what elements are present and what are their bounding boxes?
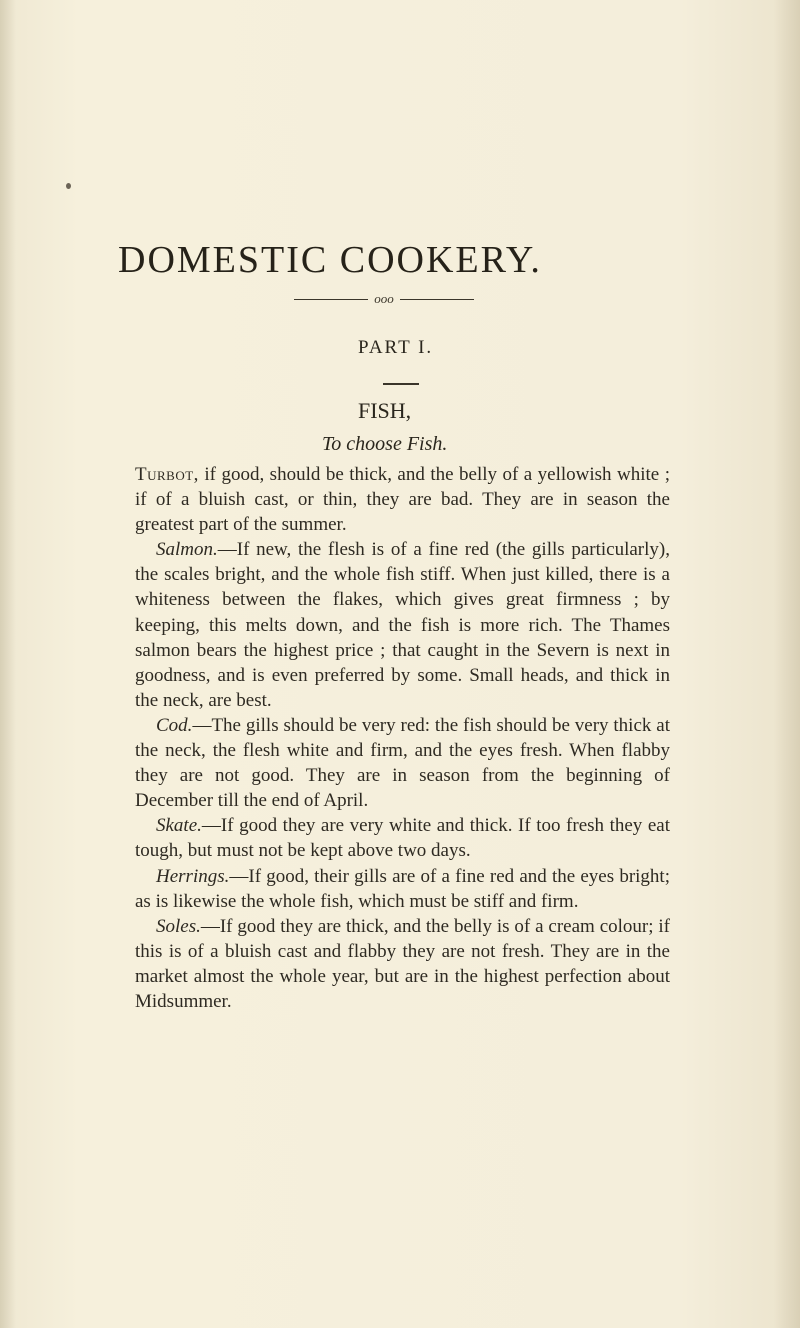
paragraph-text: —If good they are thick, and the belly is of a cream colour; if this is of a bluish cast and flabby they are not fresh. They are in the market almost the whole year, but are in the highest perfection about Midsummer. [135, 915, 670, 1012]
paragraph-lead: Soles. [156, 915, 201, 937]
part-heading: PART I. [358, 337, 434, 358]
paragraph-lead: Herrings. [156, 865, 230, 887]
subsection-heading: To choose Fish. [322, 433, 448, 455]
paragraph-lead: Cod. [156, 714, 193, 736]
book-title: DOMESTIC COOKERY. [118, 239, 542, 281]
paragraph-text: if good, should be thick, and the belly of a yellowish white ; if of a bluish cast, or thin, they are bad. They are in season the greatest part of the summer. [135, 464, 670, 536]
paragraph-text: —If good they are very white and thick. If too fresh they eat tough, but must not be kept above two days. [135, 815, 670, 862]
paragraph-text: —If new, the flesh is of a fine red (the gills particularly), the scales bright, and the whole fish stiff. When just killed, there is a whiteness between the flakes, which gives great firmness ; by keeping, this melts down, and the fish is more rich. The Thames salmon bears the highest price ; that caught in the Severn is next in goodness, and is even preferred by some. Small heads, and thick in the neck, are best. [135, 539, 670, 711]
paragraph-cod [135, 713, 670, 813]
paragraph-turbot [135, 462, 670, 537]
paragraph-soles [135, 914, 670, 1014]
page-gutter-right [774, 0, 800, 1328]
paragraph-lead: Skate. [156, 815, 202, 837]
paragraph-skate [135, 813, 670, 863]
section-rule [383, 383, 419, 385]
paragraph-salmon [135, 537, 670, 713]
body-text [135, 462, 670, 1014]
paragraph-text: —The gills should be very red: the fish should be very thick at the neck, the flesh white and firm, and the eyes fresh. When flabby they are not good. They are in season from the beginning of December till the end of April. [135, 714, 670, 812]
page-gutter-left [0, 0, 16, 1328]
ornament-line-left [294, 299, 368, 300]
print-speck [66, 183, 71, 189]
section-heading: FISH, [358, 398, 412, 423]
ornament-line-right [400, 299, 474, 300]
title-ornament-rule [294, 289, 474, 309]
paragraph-lead: Salmon. [156, 539, 218, 561]
ornament-mark: ooo [374, 291, 394, 306]
paragraph-lead: Turbot, [135, 464, 199, 485]
paragraph-text: —If good, their gills are of a fine red and the eyes bright; as is likewise the whole fish, which must be stiff and firm. [135, 865, 670, 912]
paragraph-herrings [135, 864, 670, 914]
